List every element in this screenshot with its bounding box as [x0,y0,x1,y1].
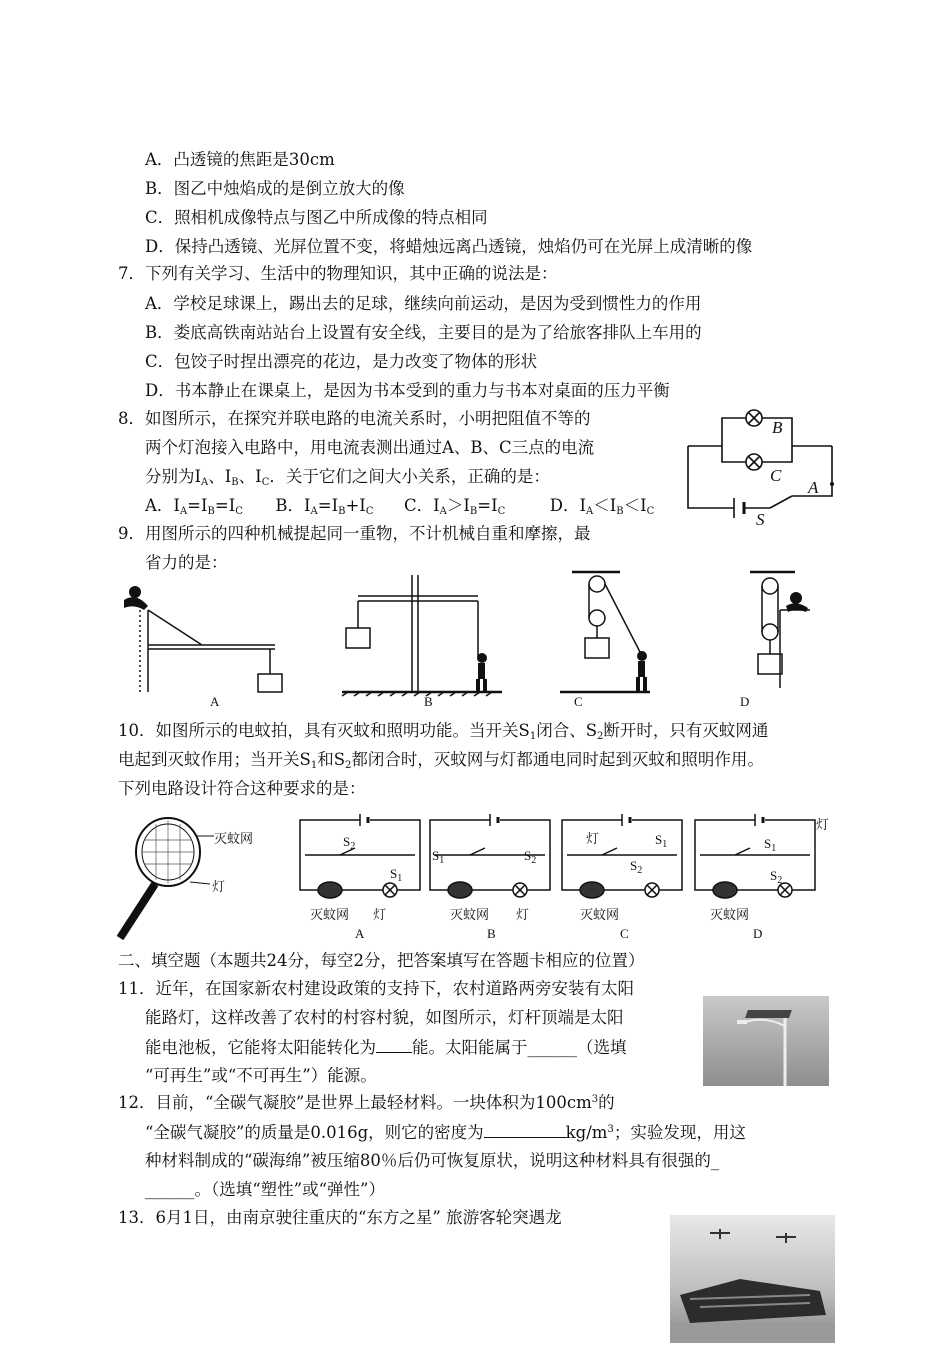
q13-line-1: 13．6月1日，由南京驶往重庆的“东方之星” 旅游客轮突遇龙 [118,1208,562,1227]
q6-option-b: B．图乙中烛焰成的是倒立放大的像 [145,179,405,198]
circuit-d-s2-label: $S_2$ [770,868,783,886]
circuit-a-s1-label: $S_1$ [390,866,403,884]
q8-option-d: D．IA＜IB＜IC [549,496,655,517]
solar-street-lamp-photo [703,996,829,1086]
q9-line-1: 9．用图所示的四种机械提起同一重物，不计机械自重和摩擦，最 [118,524,591,543]
mosquito-net-icon [580,882,604,898]
q12-line-2: “全碳气凝胶”的质量是0.016g，则它的密度为 $kg/m^3$；实验发现，用这 [145,1123,746,1142]
q7-option-c: C．包饺子时捏出漂亮的花边，是力改变了物体的形状 [145,352,538,371]
circuit-a-s2-label: $S_2$ [343,834,356,852]
q12-line-3: 种材料制成的“碳海绵”被压缩80％后仍可恢复原状，说明这种材料具有很强的_ [145,1151,720,1170]
circuit-c-s1-label: $S_1$ [655,832,668,850]
q7-stem: 7．下列有关学习、生活中的物理知识，其中正确的说法是： [118,264,558,283]
q11-line-4: “可再生”或“不可再生”）能源。 [145,1066,377,1085]
switch-blade [602,848,617,855]
circuit-b-s2-label: $S_2$ [524,848,537,866]
q7-option-b: B．娄底高铁南站站台上设置有安全线，主要目的是为了给旅客排队上车用的 [145,323,702,342]
swatter-lamp-label: 灯 [212,879,226,894]
circuit-c-s2-label: $S_2$ [630,858,643,876]
q10-line-3: 下列电路设计符合这种要求的是： [118,779,366,798]
swatter-net-label: 灭蚊网 [214,831,254,846]
q8-options [145,495,654,520]
q12-line-4: ______。（选填“塑性”或“弹性”） [145,1180,385,1199]
switch-blade [470,848,485,855]
circuit-d-lamp-label: 灯 [816,817,830,832]
point-b-label: B [772,418,783,437]
q9-label-d: D [740,694,750,709]
q11-line-3: 能电池板，它能将太阳能转化为 能。太阳能属于______（选填 [145,1038,627,1057]
circuit-a-label: A [355,926,365,941]
q8-line-2: 两个灯泡接入电路中，用电流表测出通过A、B、C三点的电流 [145,438,595,457]
q12-blank-1[interactable] [484,1121,566,1138]
q8-option-c: C．IA＞IB=IC [403,496,506,517]
circuit-c-label: C [620,926,629,941]
q12-line-1: 12．目前，“全碳气凝胶”是世界上最轻材料。一块体积为$100cm^3$的 [118,1093,615,1112]
q9-line-2: 省力的是： [145,553,228,572]
q11-line-1: 11．近年，在国家新农村建设政策的支持下，农村道路两旁安装有太阳 [118,979,634,998]
q9-label-c: C [574,694,583,709]
q7-option-d: D．书本静止在课桌上，是因为书本受到的重力与书本对桌面的压力平衡 [145,381,670,400]
mosquito-net-icon [713,882,737,898]
q6-option-d: D．保持凸透镜、光屏位置不变，将蜡烛远离凸透镜，烛焰仍可在光屏上成清晰的像 [145,237,753,256]
q9-machines-figure [110,570,830,715]
q7-option-a: A．学校足球课上，踢出去的足球，继续向前运动，是因为受到惯性力的作用 [145,294,702,313]
circuit-d-s1-label: $S_1$ [764,836,777,854]
q6-option-a: A．凸透镜的焦距是30cm [145,150,335,169]
mosquito-net-icon [448,882,472,898]
circuit-b-lamp-label: 灯 [516,907,530,922]
q8-line-1: 8．如图所示，在探究并联电路的电流关系时，小明把阻值不等的 [118,409,591,428]
q10-line-2: 电起到灭蚊作用；当开关S1和S2都闭合时，灭蚊网与灯都通电同时起到灭蚊和照明作用。 [118,750,764,771]
q9-label-a: A [210,694,220,709]
q6-option-c: C．照相机成像特点与图乙中所成像的特点相同 [145,208,488,227]
q10-circuits-figure [110,810,840,950]
circuit-b-label: B [487,926,496,941]
point-c-label: C [770,466,782,485]
point-a-label: A [808,478,819,497]
q9-label-b: B [424,694,433,709]
q11-blank-1[interactable] [376,1036,412,1053]
circuit-d-label: D [753,926,763,941]
capsized-ship-photo [670,1215,835,1343]
switch-blade [735,848,750,855]
circuit-d-net-label: 灭蚊网 [710,907,750,922]
q8-option-b: B．IA=IB+IC [275,496,374,517]
circuit-c-lamp-label: 灯 [586,831,600,846]
circuit-b-s1-label: $S_1$ [432,848,445,866]
q10-line-1: 10．如图所示的电蚊拍，具有灭蚊和照明功能。当开关S1闭合、S2断开时，只有灭蚊网通 [118,721,769,742]
section-2-heading: 二、填空题（本题共24分，每空2分，把答案填写在答题卡相应的位置） [118,951,645,970]
q8-circuit-figure [680,400,840,532]
switch-s-label: S [756,510,765,529]
circuit-b-net-label: 灭蚊网 [450,907,490,922]
q8-option-a: A．IA=IB=IC [145,496,243,517]
q11-line-2: 能路灯，这样改善了农村的村容村貌，如图所示，灯杆顶端是太阳 [145,1008,624,1027]
q8-line-3: 分别为IA、IB、IC．关于它们之间大小关系，正确的是： [145,467,550,488]
circuit-c-net-label: 灭蚊网 [580,907,620,922]
mosquito-net-icon [318,882,342,898]
circuit-a-lamp-label: 灯 [373,907,387,922]
circuit-a-net-label: 灭蚊网 [310,907,350,922]
